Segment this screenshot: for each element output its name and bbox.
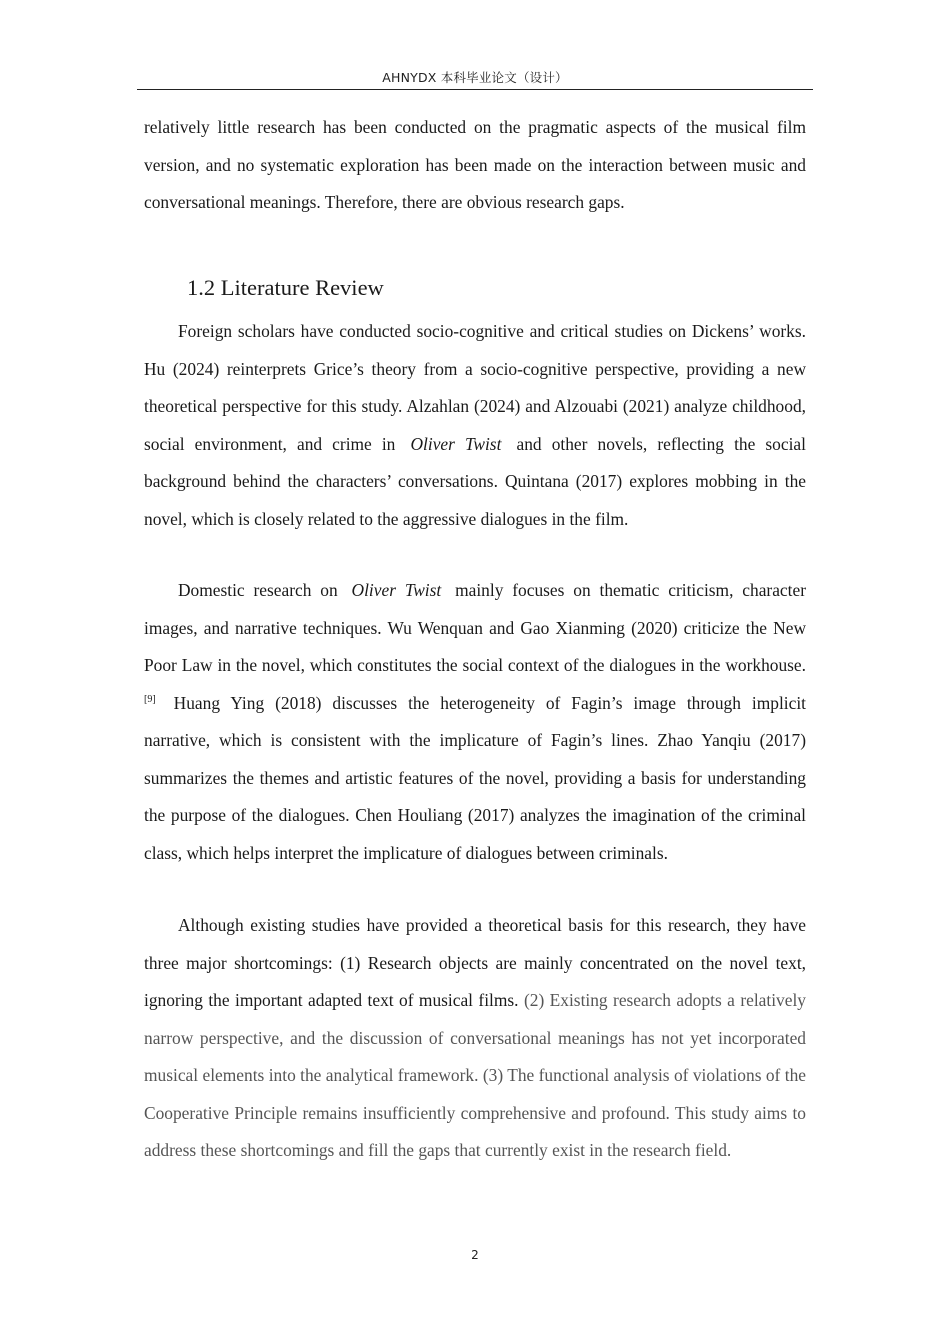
paragraph-text-gray: (2) Existing research adopts a relatively narrow perspective, and the discussion of conversational meanings has not yet incorporated musical elements into the analytical framework. (3) The functional analysis of violations of the Cooperative Principle remains insufficiently comprehensive and profound. This study aims to address these shortcomings and fill the gaps that currently exist in the research field. <box>144 990 806 1160</box>
paragraph-text: Huang Ying (2018) discusses the heterogeneity of Fagin’s image through implicit narrative, which is consistent with the implicature of Fagin’s lines. Zhao Yanqiu (2017) summarizes the themes and artistic features of the novel, providing a basis for understanding the purpose of the dialogues. Chen Houliang (2017) analyzes the imagination of the criminal class, which helps interpret the implicature of dialogues between criminals. <box>144 692 806 863</box>
novel-title: Oliver Twist <box>410 433 502 454</box>
running-header: AHNYDX 本科毕业论文（设计） <box>382 70 568 85</box>
section-heading: 1.2 Literature Review <box>187 275 384 300</box>
header-divider <box>137 89 813 90</box>
paragraph-text: and other novels, reflecting the social background behind the characters’ conversations. Quintana (2017) explores mobbing in the novel, which is closely related to the aggressive dialogues in the film. <box>144 433 806 529</box>
paragraph-text: Although existing studies have provided a theoretical basis for this research, they have three major shortcomings: (1) Research objects are mainly concentrated on the novel text, ignoring the important adapted text of musical films. <box>144 915 806 1010</box>
paragraph-domestic-research <box>144 572 806 872</box>
paragraph-shortcomings <box>144 907 806 1170</box>
citation-marker: [9] <box>144 693 156 705</box>
paragraph-text: Domestic research on <box>178 580 338 600</box>
page-number: 2 <box>471 1248 479 1262</box>
intro-paragraph: relatively little research has been conducted on the pragmatic aspects of the musical film version, and no systematic exploration has been made on the interaction between music and conversational meanings. Therefore, there are obvious research gaps. <box>144 117 806 212</box>
paragraph-foreign-scholars <box>144 313 806 538</box>
paragraph-text: Foreign scholars have conducted socio-cognitive and critical studies on Dickens’ works. Hu (2024) reinterprets Grice’s theory from a socio-cognitive perspective, providing a new theoretical perspective for this study. Alzahlan (2024) and Alzouabi (2021) analyze childhood, social environment, and crime in <box>144 321 806 454</box>
novel-title: Oliver Twist <box>351 580 442 600</box>
paragraph-text: mainly focuses on thematic criticism, character images, and narrative techniques. Wu Wenquan and Gao Xianming (2020) criticize the New Poor Law in the novel, which constitutes the social context of the dialogues in the workhouse. <box>144 580 806 675</box>
